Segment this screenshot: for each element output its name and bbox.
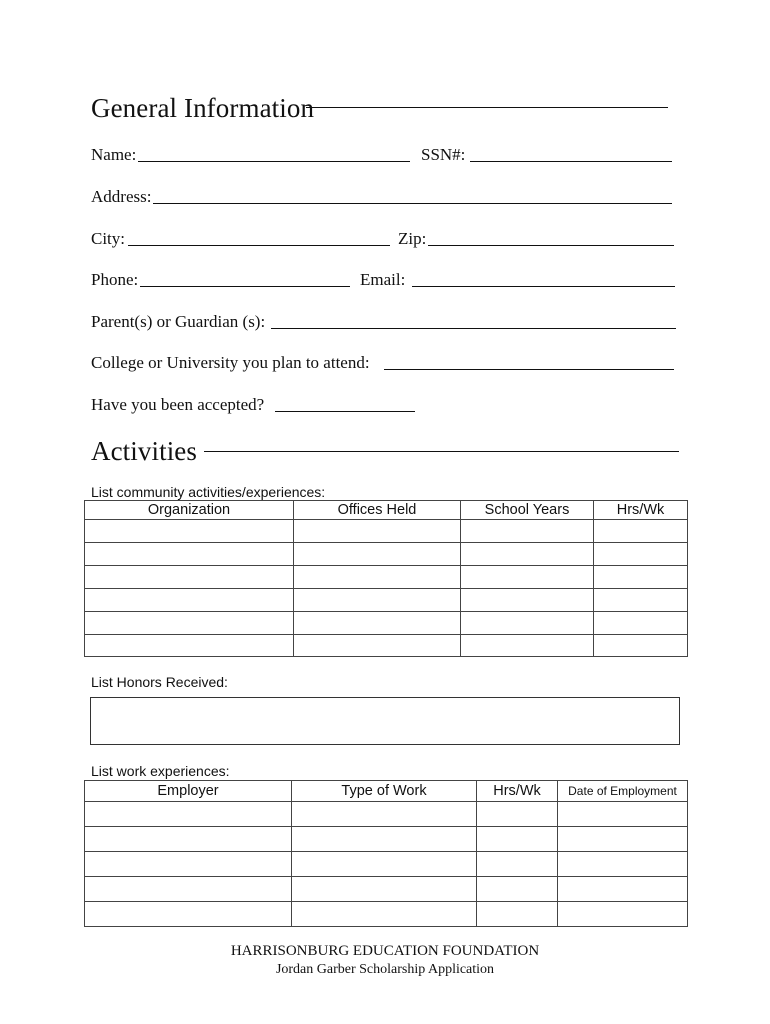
phone-label: Phone: — [91, 270, 139, 289]
column-header-hrs-wk: Hrs/Wk — [594, 501, 688, 520]
ssn-label: SSN#: — [421, 145, 466, 164]
table-cell[interactable] — [594, 520, 688, 543]
table-cell[interactable] — [85, 635, 294, 657]
table-row — [85, 566, 688, 589]
ssn-field[interactable] — [470, 143, 672, 162]
guardian-field[interactable] — [271, 310, 676, 329]
table-row — [85, 635, 688, 657]
table-cell[interactable] — [292, 827, 477, 852]
table-cell[interactable] — [594, 566, 688, 589]
column-header-organization: Organization — [85, 501, 294, 520]
name-field[interactable] — [138, 143, 410, 162]
honors-received-box[interactable] — [90, 697, 680, 745]
table-cell[interactable] — [294, 635, 461, 657]
table-row — [85, 802, 688, 827]
section-title-rule — [204, 451, 679, 452]
column-header-type-of-work: Type of Work — [292, 781, 477, 802]
table-row — [85, 612, 688, 635]
accepted-field[interactable] — [275, 393, 415, 412]
table-cell[interactable] — [85, 877, 292, 902]
table-cell[interactable] — [294, 612, 461, 635]
table-cell[interactable] — [461, 520, 594, 543]
table-cell[interactable] — [461, 612, 594, 635]
table-row — [85, 543, 688, 566]
email-field[interactable] — [412, 268, 675, 287]
table-cell[interactable] — [594, 635, 688, 657]
college-label: College or University you plan to attend: — [91, 353, 370, 372]
table-cell[interactable] — [85, 612, 294, 635]
footer-organization: HARRISONBURG EDUCATION FOUNDATION — [230, 943, 540, 959]
table-cell[interactable] — [292, 802, 477, 827]
address-field[interactable] — [153, 185, 672, 204]
zip-field[interactable] — [428, 227, 674, 246]
table-cell[interactable] — [292, 902, 477, 927]
section-title-general-information: General Information — [91, 93, 315, 123]
table-row — [85, 877, 688, 902]
work-experiences-table — [84, 780, 688, 927]
address-label: Address: — [91, 187, 152, 206]
table-cell[interactable] — [461, 543, 594, 566]
table-cell[interactable] — [294, 566, 461, 589]
column-header-hrs-wk: Hrs/Wk — [477, 781, 558, 802]
table-cell[interactable] — [461, 635, 594, 657]
guardian-label: Parent(s) or Guardian (s): — [91, 312, 266, 331]
name-label: Name: — [91, 145, 137, 164]
section-title-rule — [306, 107, 668, 108]
table-row — [85, 589, 688, 612]
honors-caption: List Honors Received: — [91, 674, 228, 690]
table-cell[interactable] — [594, 543, 688, 566]
table-cell[interactable] — [294, 520, 461, 543]
table-cell[interactable] — [461, 566, 594, 589]
zip-label: Zip: — [398, 229, 427, 248]
section-title-activities: Activities — [91, 436, 197, 466]
table-cell[interactable] — [558, 802, 688, 827]
table-row — [85, 827, 688, 852]
table-cell[interactable] — [461, 589, 594, 612]
work-experiences-caption: List work experiences: — [91, 763, 230, 779]
column-header-school-years: School Years — [461, 501, 594, 520]
table-cell[interactable] — [558, 852, 688, 877]
table-cell[interactable] — [85, 589, 294, 612]
city-label: City: — [91, 229, 126, 248]
table-cell[interactable] — [85, 802, 292, 827]
table-cell[interactable] — [594, 612, 688, 635]
community-activities-table — [84, 500, 688, 657]
table-cell[interactable] — [85, 852, 292, 877]
table-cell[interactable] — [294, 543, 461, 566]
table-row — [85, 520, 688, 543]
table-cell[interactable] — [85, 827, 292, 852]
column-header-date-of-employment: Date of Employment — [558, 781, 688, 802]
phone-field[interactable] — [140, 268, 350, 287]
table-cell[interactable] — [85, 543, 294, 566]
table-row — [85, 902, 688, 927]
table-cell[interactable] — [558, 827, 688, 852]
table-cell[interactable] — [477, 902, 558, 927]
email-label: Email: — [360, 270, 406, 289]
table-cell[interactable] — [594, 589, 688, 612]
city-field[interactable] — [128, 227, 390, 246]
table-cell[interactable] — [477, 827, 558, 852]
column-header-offices-held: Offices Held — [294, 501, 461, 520]
college-field[interactable] — [384, 351, 674, 370]
accepted-label: Have you been accepted? — [91, 395, 265, 414]
table-cell[interactable] — [477, 802, 558, 827]
table-row — [85, 852, 688, 877]
table-cell[interactable] — [558, 877, 688, 902]
community-activities-caption: List community activities/experiences: — [91, 484, 326, 500]
column-header-employer: Employer — [85, 781, 292, 802]
table-cell[interactable] — [294, 589, 461, 612]
table-cell[interactable] — [477, 877, 558, 902]
table-cell[interactable] — [558, 902, 688, 927]
table-cell[interactable] — [292, 877, 477, 902]
table-cell[interactable] — [292, 852, 477, 877]
table-cell[interactable] — [85, 902, 292, 927]
table-cell[interactable] — [477, 852, 558, 877]
table-cell[interactable] — [85, 520, 294, 543]
footer-subtitle: Jordan Garber Scholarship Application — [275, 962, 495, 977]
table-cell[interactable] — [85, 566, 294, 589]
